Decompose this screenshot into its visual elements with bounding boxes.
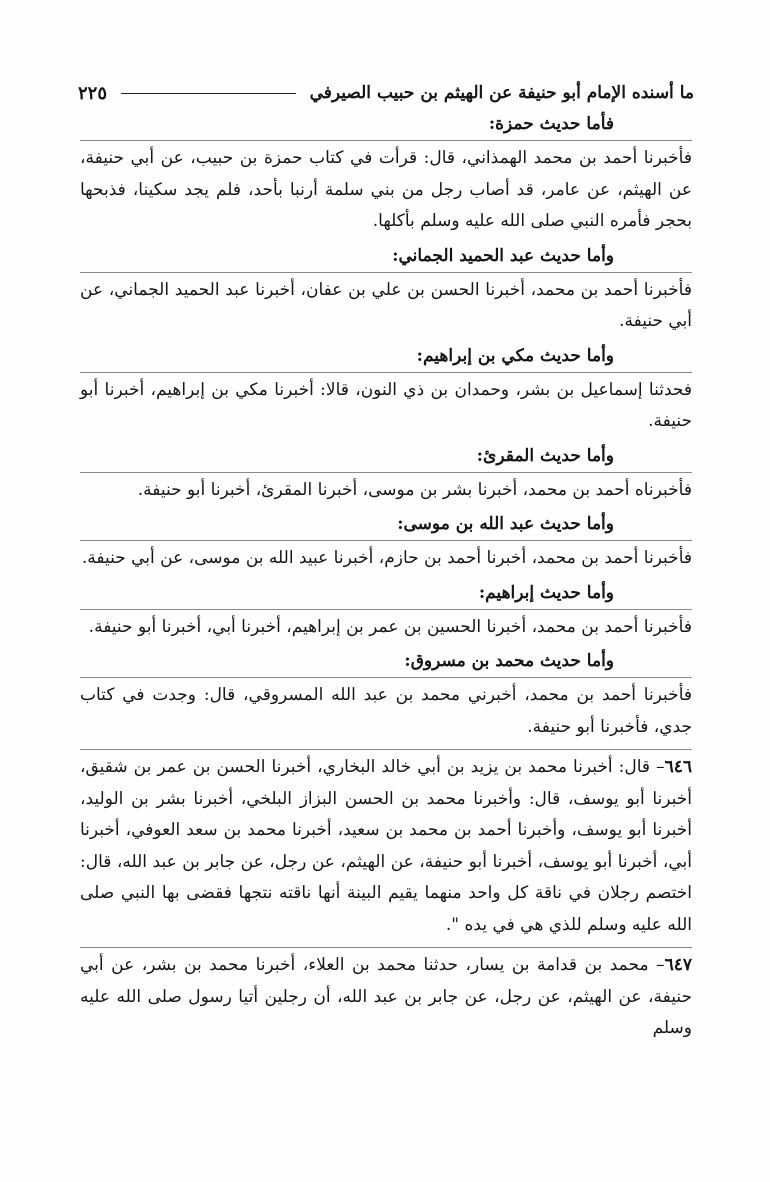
section-heading: وأما حديث المقرئ: [476, 445, 614, 466]
section-paragraph: فأخبرنا أحمد بن محمد، أخبرني محمد بن عبد الله المسروقي، قال: وجدت في كتاب جدي، فأخبرنا أبو حنيفة. [80, 677, 692, 743]
section-paragraph: فأخبرناه أحمد بن محمد، أخبرنا بشر بن موسى، أخبرنا المقرئ، أخبرنا أبو حنيفة. [80, 472, 692, 507]
section-paragraph: فأخبرنا أحمد بن محمد، أخبرنا الحسين بن عمر بن إبراهيم، أخبرنا أبي، أخبرنا أبو حنيفة. [80, 609, 692, 644]
section-heading: وأما حديث مكي بن إبراهيم: [416, 345, 614, 366]
hadith-text: – محمد بن قدامة بن يسار، حدثنا محمد بن العلاء، أخبرنا محمد بن بشر، عن أبي حنيفة، عن الهيثم، عن رجل، عن جابر بن عبد الله، أن رجلين أتيا رسول صلى الله عليه وسلم [80, 955, 692, 1038]
page-header [78, 78, 694, 108]
section-heading: وأما حديث إبراهيم: [478, 582, 614, 603]
page-body [80, 108, 692, 1047]
hadith-number: ٦٤٦ [664, 757, 692, 777]
running-title: ما أسنده الإمام أبو حنيفة عن الهيثم بن حبيب الصيرفي [309, 83, 694, 103]
section-heading: وأما حديث محمد بن مسروق: [404, 651, 614, 671]
page-number: ٢٢٥ [78, 82, 108, 104]
section-paragraph: فحدثنا إسماعيل بن بشر، وحمدان بن ذي النون، قالا: أخبرنا مكي بن إبراهيم، أخبرنا أبو حنيفة. [80, 372, 692, 438]
section-paragraph: فأخبرنا أحمد بن محمد الهمذاني، قال: قرأت في كتاب حمزة بن حبيب، عن أبي حنيفة، عن الهيثم، عن عامر، قد أصاب رجل من بني سلمة أرنبا بأحد، فلم يجد سكينا، فذبحها بحجر فأمره النبي صلى الله عليه وسلم بأكلها. [80, 140, 692, 238]
header-rule [121, 93, 296, 94]
section-heading: وأما حديث عبد الله بن موسى: [397, 514, 614, 534]
hadith-paragraph [80, 749, 692, 941]
hadith-number: ٦٤٧ [664, 955, 692, 975]
section-paragraph: فأخبرنا أحمد بن محمد، أخبرنا أحمد بن حازم، أخبرنا عبيد الله بن موسى، عن أبي حنيفة. [80, 540, 692, 575]
section-paragraph: فأخبرنا أحمد بن محمد، أخبرنا الحسن بن علي بن عفان، أخبرنا عبد الحميد الجماني، عن أبي حنيفة. [80, 272, 692, 338]
hadith-paragraph [80, 947, 692, 1045]
hadith-text: – قال: أخبرنا محمد بن يزيد بن أبي خالد البخاري، أخبرنا الحسن بن عمر بن شقيق، أخبرنا أبو يوسف، قال: وأخبرنا محمد بن الحسن البزاز البلخي، أخبرنا بشر بن الوليد، أخبرنا أبو يوسف، وأخبرنا أحمد بن محمد بن سعيد، أخبرنا محمد بن سعد العوفي، أخبرنا أبي، أخبرنا أبو يوسف، أخبرنا أبو حنيفة، عن الهيثم، عن رجل، عن جابر بن عبد الله، قال: اختصم رجلان في ناقة كل واحد منهما يقيم البينة أنها ناقته نتجها فقضى بها النبي صلى الله عليه وسلم للذي هي في يده ". [80, 757, 692, 935]
section-heading: وأما حديث عبد الحميد الجماني: [392, 245, 614, 266]
section-heading: فأما حديث حمزة: [488, 114, 614, 134]
